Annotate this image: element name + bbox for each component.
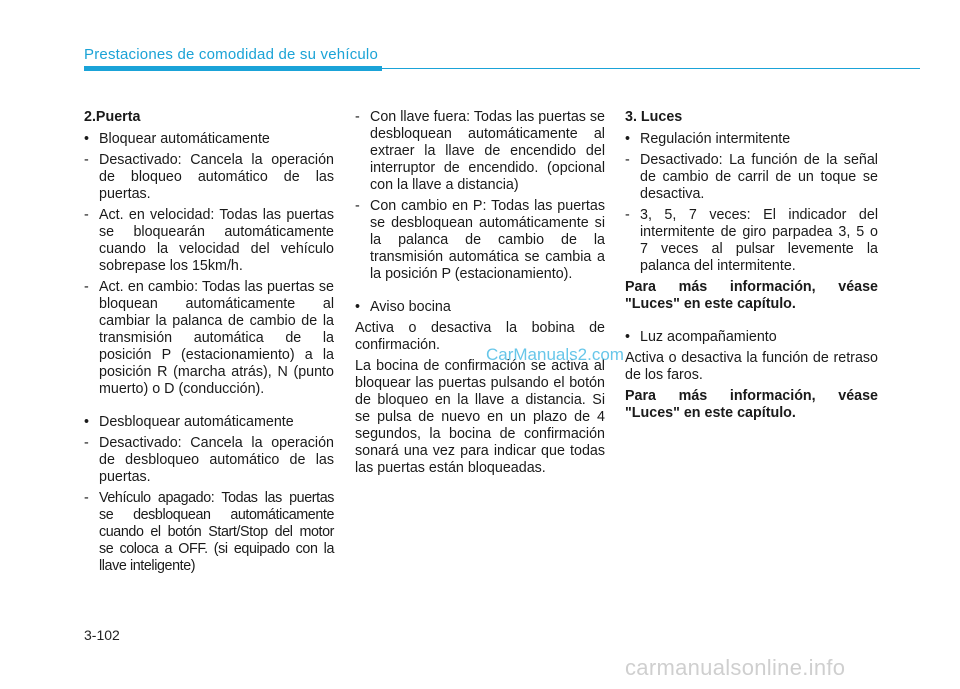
header-title: Prestaciones de comodidad de su vehículo	[84, 46, 379, 63]
dash-item: - Con llave fuera: Todas las puertas se desbloquean automáticamente al extraer la llave de encendido del interruptor de encendido. (opcional con la llave a distancia)	[355, 109, 605, 194]
note: Para más información, véase "Luces" en este capítulo.	[625, 388, 878, 421]
bullet-item: • Luz acompañamiento	[625, 329, 878, 346]
dash-item: - Act. en cambio: Todas las puertas se bloquean automáticamente al cambiar la palanca de cambio de la transmisión automática de la posición P (estacionamiento) a la posición R (marcha atrás), N (punto muerto) o D (conducción).	[84, 279, 334, 398]
section-heading-puerta: 2.Puerta	[84, 109, 141, 125]
column-right	[625, 109, 878, 422]
bullet-item: • Desbloquear automáticamente	[84, 414, 334, 431]
column-left	[84, 109, 334, 575]
dash-item: - Con cambio en P: Todas las puertas se desbloquean automáticamente si la palanca de cambio de la transmisión automática se cambia a la posición P (estacionamiento).	[355, 198, 605, 283]
paragraph: Activa o desactiva la función de retraso de los faros.	[625, 350, 878, 383]
bullet-item: • Aviso bocina	[355, 299, 605, 316]
dash-item: - 3, 5, 7 veces: El indicador del intermitente de giro parpadea 3, 5 o 7 veces al pulsar levemente la palanca del intermitente.	[625, 207, 878, 275]
section-heading-luces: 3. Luces	[625, 109, 683, 125]
paragraph: La bocina de confirmación se activa al bloquear las puertas pulsando el botón de bloqueo en la llave a distancia. Si se pulsa de nuevo en un plazo de 4 segundos, la bocina de confirmación sonará una vez para indicar que todas las puertas están bloqueadas.	[355, 358, 605, 476]
header-line	[382, 68, 920, 69]
dash-item: - Vehículo apagado: Todas las puertas se desbloquean automáticamente cuando el botón Start/Stop del motor se coloca a OFF. (si equipado con la llave inteligente)	[84, 490, 334, 575]
paragraph: Activa o desactiva la bobina de confirmación.	[355, 320, 605, 353]
header-bar	[84, 66, 382, 71]
dash-item: - Desactivado: La función de la señal de cambio de carril de un toque se desactiva.	[625, 152, 878, 203]
column-middle	[355, 109, 605, 477]
dash-item: - Desactivado: Cancela la operación de bloqueo automático de las puertas.	[84, 152, 334, 203]
bullet-item: • Bloquear automáticamente	[84, 131, 334, 148]
dash-item: - Act. en velocidad: Todas las puertas se bloquearán automáticamente cuando la velocidad del vehículo sobrepase los 15km/h.	[84, 207, 334, 275]
bullet-item: • Regulación intermitente	[625, 131, 878, 148]
footer-watermark: carmanualsonline.info	[625, 655, 846, 680]
note: Para más información, véase "Luces" en este capítulo.	[625, 279, 878, 312]
page-number: 3-102	[84, 627, 120, 643]
watermark: CarManuals2.com	[486, 345, 624, 364]
dash-item: - Desactivado: Cancela la operación de desbloqueo automático de las puertas.	[84, 435, 334, 486]
